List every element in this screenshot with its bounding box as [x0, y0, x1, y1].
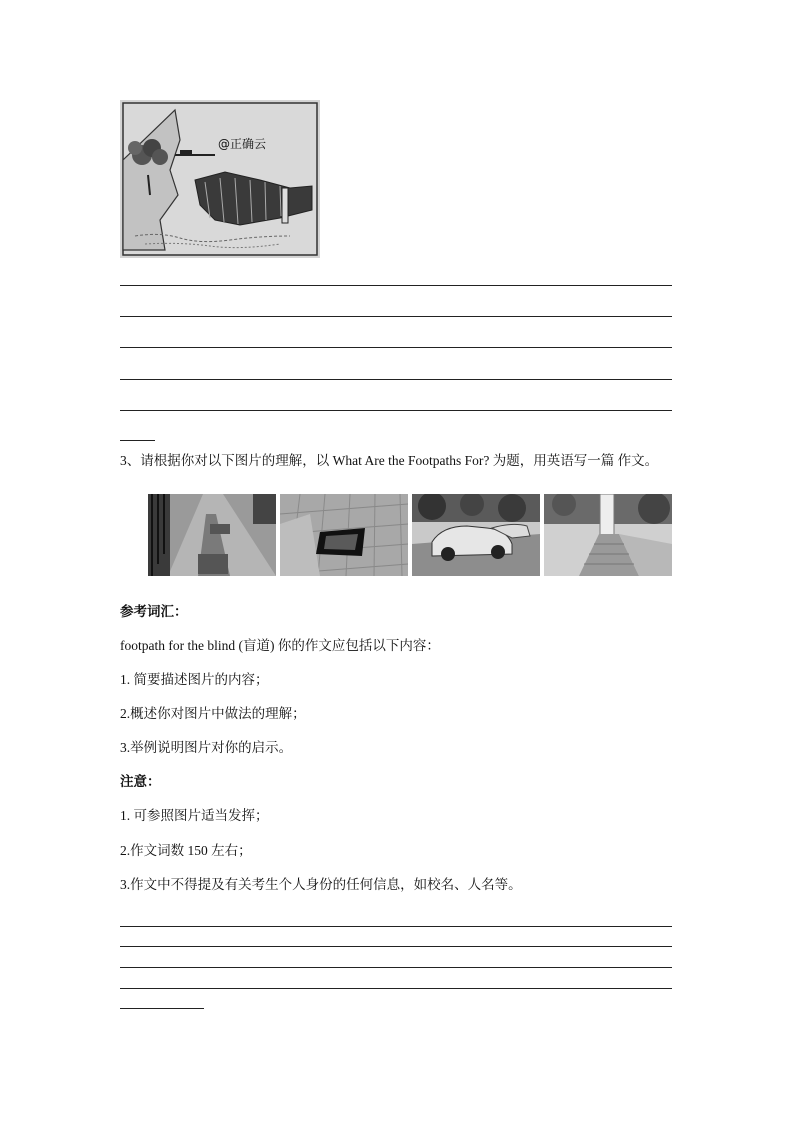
content-point: 1. 简要描述图片的内容；: [120, 672, 269, 687]
answer-line: [120, 285, 672, 286]
cliff-cartoon-image: [120, 100, 320, 258]
photo-manhole-hole: [280, 494, 408, 576]
manhole-hole-photo-icon: [280, 494, 408, 576]
vocab-heading: 参考词汇：: [120, 604, 188, 619]
writing-line: [120, 926, 672, 927]
photo-parked-car: [412, 494, 540, 576]
blind-path-pole-photo-icon: [544, 494, 672, 576]
answer-line: [120, 347, 672, 348]
question-3-prompt: 3、请根据你对以下图片的理解，以 What Are the Footpaths For? 为题，用英语写一篇 作文。: [120, 453, 659, 468]
answer-line: [120, 379, 672, 380]
note-item: 1. 可参照图片适当发挥；: [120, 808, 269, 823]
answer-line: [120, 410, 672, 411]
answer-line-short: [120, 440, 155, 441]
note-item: 3.作文中不得提及有关考生个人身份的任何信息，如校名、人名等。: [120, 877, 522, 892]
content-point: 2.概述你对图片中做法的理解；: [120, 706, 306, 721]
writing-line-short: [120, 1008, 204, 1009]
answer-line: [120, 316, 672, 317]
writing-line: [120, 967, 672, 968]
parked-car-photo-icon: [412, 494, 540, 576]
photo-blind-path-pole: [544, 494, 672, 576]
note-item: 2.作文词数 150 左右；: [120, 843, 252, 858]
content-point: 3.举例说明图片对你的启示。: [120, 740, 293, 755]
watermark-text: @正确云: [218, 137, 267, 151]
cliff-cartoon-icon: [120, 100, 320, 258]
photo-tactile-footpath: [148, 494, 276, 576]
notes-heading: 注意：: [120, 774, 161, 789]
writing-line: [120, 946, 672, 947]
tactile-footpath-photo-icon: [148, 494, 276, 576]
writing-line: [120, 988, 672, 989]
vocab-line: footpath for the blind (盲道) 你的作文应包括以下内容：: [120, 638, 440, 653]
